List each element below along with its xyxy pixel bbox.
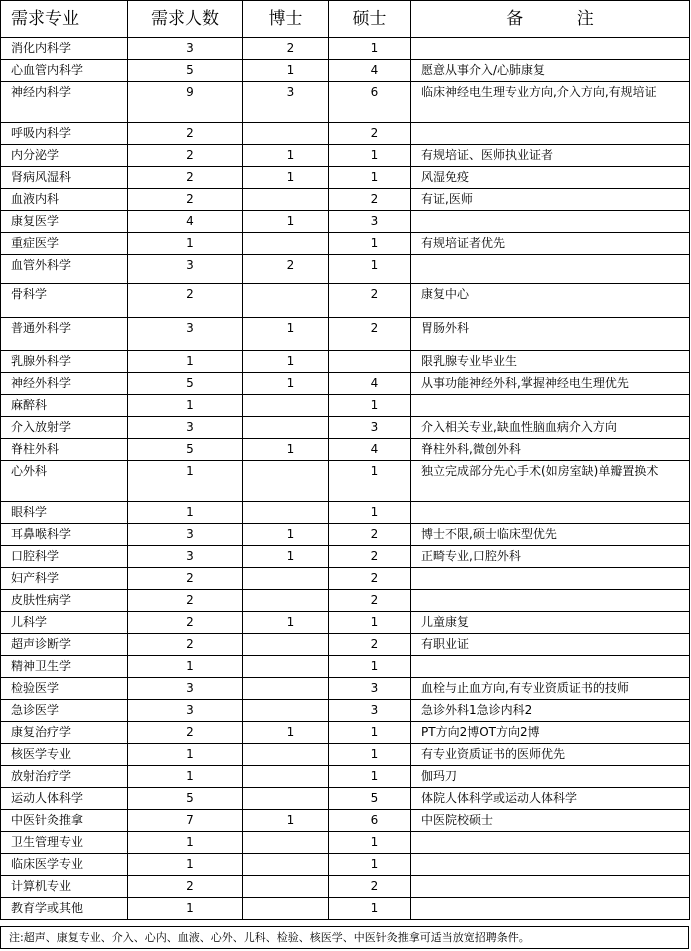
cell-master: 5 [329, 788, 411, 810]
cell-major: 心血管内科学 [1, 60, 128, 82]
cell-note: 博士不限,硕士临床型优先 [411, 524, 690, 546]
cell-note [411, 656, 690, 678]
cell-note [411, 502, 690, 524]
cell-note [411, 395, 690, 417]
cell-note [411, 590, 690, 612]
cell-note [411, 123, 690, 145]
cell-phd: 1 [243, 722, 329, 744]
table-row [1, 318, 690, 351]
cell-count: 1 [128, 395, 243, 417]
cell-master: 1 [329, 38, 411, 60]
cell-count: 3 [128, 678, 243, 700]
cell-count: 3 [128, 38, 243, 60]
cell-major: 计算机专业 [1, 876, 128, 898]
cell-master: 1 [329, 832, 411, 854]
cell-phd [243, 854, 329, 876]
table-row [1, 82, 690, 123]
cell-major: 介入放射学 [1, 417, 128, 439]
cell-major: 呼吸内科学 [1, 123, 128, 145]
header-count: 需求人数 [128, 1, 243, 38]
cell-master: 3 [329, 211, 411, 233]
cell-count: 4 [128, 211, 243, 233]
cell-master: 2 [329, 876, 411, 898]
cell-note: 正畸专业,口腔外科 [411, 546, 690, 568]
table-row [1, 123, 690, 145]
cell-major: 教育学或其他 [1, 898, 128, 920]
cell-major: 运动人体科学 [1, 788, 128, 810]
cell-major: 皮肤性病学 [1, 590, 128, 612]
cell-major: 超声诊断学 [1, 634, 128, 656]
table-row [1, 612, 690, 634]
cell-phd [243, 123, 329, 145]
cell-count: 1 [128, 656, 243, 678]
table-row [1, 832, 690, 854]
cell-master: 1 [329, 167, 411, 189]
cell-phd: 1 [243, 145, 329, 167]
header-major: 需求专业 [1, 1, 128, 38]
cell-note: 有专业资质证书的医师优先 [411, 744, 690, 766]
cell-note: 风湿免疫 [411, 167, 690, 189]
header-phd: 博士 [243, 1, 329, 38]
cell-count: 5 [128, 439, 243, 461]
cell-note: 儿童康复 [411, 612, 690, 634]
cell-master: 1 [329, 612, 411, 634]
cell-master: 1 [329, 233, 411, 255]
cell-count: 5 [128, 60, 243, 82]
cell-note: 介入相关专业,缺血性脑血病介入方向 [411, 417, 690, 439]
table-body [1, 38, 690, 920]
cell-note [411, 568, 690, 590]
cell-note: 独立完成部分先心手术(如房室缺)单瓣置换术 [411, 461, 690, 502]
cell-master: 4 [329, 373, 411, 395]
cell-master: 4 [329, 60, 411, 82]
cell-major: 眼科学 [1, 502, 128, 524]
cell-count: 2 [128, 145, 243, 167]
table-row [1, 524, 690, 546]
table-row [1, 284, 690, 318]
cell-phd [243, 700, 329, 722]
cell-master: 1 [329, 722, 411, 744]
cell-phd: 1 [243, 318, 329, 351]
cell-major: 神经外科学 [1, 373, 128, 395]
table-row [1, 854, 690, 876]
cell-phd: 1 [243, 612, 329, 634]
cell-major: 妇产科学 [1, 568, 128, 590]
cell-phd [243, 233, 329, 255]
cell-phd [243, 656, 329, 678]
table-row [1, 810, 690, 832]
cell-major: 重症医学 [1, 233, 128, 255]
cell-major: 康复治疗学 [1, 722, 128, 744]
cell-phd: 1 [243, 60, 329, 82]
table-row [1, 395, 690, 417]
table-row [1, 167, 690, 189]
cell-count: 2 [128, 167, 243, 189]
cell-note [411, 898, 690, 920]
cell-count: 2 [128, 568, 243, 590]
table-row [1, 876, 690, 898]
cell-count: 2 [128, 634, 243, 656]
table-row [1, 656, 690, 678]
cell-note: 血栓与止血方向,有专业资质证书的技师 [411, 678, 690, 700]
table-row [1, 439, 690, 461]
cell-count: 1 [128, 744, 243, 766]
table-row [1, 417, 690, 439]
cell-count: 9 [128, 82, 243, 123]
table-row [1, 373, 690, 395]
table-row [1, 700, 690, 722]
cell-master: 2 [329, 189, 411, 211]
cell-count: 2 [128, 722, 243, 744]
cell-major: 儿科学 [1, 612, 128, 634]
cell-count: 3 [128, 255, 243, 284]
cell-note: 有规培证者优先 [411, 233, 690, 255]
cell-master: 2 [329, 546, 411, 568]
cell-master: 1 [329, 502, 411, 524]
cell-note: 愿意从事介入/心肺康复 [411, 60, 690, 82]
cell-master: 3 [329, 417, 411, 439]
cell-major: 消化内科学 [1, 38, 128, 60]
table-row [1, 502, 690, 524]
cell-master: 1 [329, 854, 411, 876]
cell-master: 6 [329, 82, 411, 123]
cell-master: 2 [329, 123, 411, 145]
cell-master: 2 [329, 634, 411, 656]
cell-master: 4 [329, 439, 411, 461]
cell-master: 2 [329, 524, 411, 546]
cell-phd [243, 395, 329, 417]
cell-phd: 1 [243, 373, 329, 395]
cell-phd [243, 898, 329, 920]
cell-note: 有规培证、医师执业证者 [411, 145, 690, 167]
cell-master: 2 [329, 318, 411, 351]
table-row [1, 546, 690, 568]
table-row [1, 38, 690, 60]
table-row [1, 898, 690, 920]
cell-phd [243, 832, 329, 854]
table-row [1, 145, 690, 167]
cell-note: PT方向2博OT方向2博 [411, 722, 690, 744]
cell-count: 5 [128, 788, 243, 810]
cell-master: 2 [329, 590, 411, 612]
table-row [1, 60, 690, 82]
cell-note: 脊柱外科,微创外科 [411, 439, 690, 461]
table-row [1, 255, 690, 284]
cell-count: 2 [128, 284, 243, 318]
cell-major: 检验医学 [1, 678, 128, 700]
cell-phd: 2 [243, 38, 329, 60]
cell-major: 中医针灸推拿 [1, 810, 128, 832]
cell-master: 2 [329, 568, 411, 590]
cell-phd: 2 [243, 255, 329, 284]
cell-count: 1 [128, 832, 243, 854]
cell-master: 3 [329, 700, 411, 722]
cell-phd: 1 [243, 351, 329, 373]
cell-count: 2 [128, 189, 243, 211]
cell-count: 3 [128, 318, 243, 351]
cell-major: 核医学专业 [1, 744, 128, 766]
cell-note: 限乳腺专业毕业生 [411, 351, 690, 373]
cell-master [329, 351, 411, 373]
cell-master: 1 [329, 766, 411, 788]
cell-major: 耳鼻喉科学 [1, 524, 128, 546]
cell-phd [243, 678, 329, 700]
table-row [1, 634, 690, 656]
cell-major: 血管外科学 [1, 255, 128, 284]
cell-phd [243, 788, 329, 810]
cell-count: 1 [128, 351, 243, 373]
table-row [1, 590, 690, 612]
cell-phd [243, 744, 329, 766]
table-row [1, 788, 690, 810]
cell-major: 康复医学 [1, 211, 128, 233]
cell-note [411, 854, 690, 876]
cell-phd: 1 [243, 211, 329, 233]
cell-phd [243, 876, 329, 898]
table-row [1, 722, 690, 744]
table-row [1, 233, 690, 255]
table-row [1, 678, 690, 700]
table-header-row [1, 1, 690, 38]
cell-major: 脊柱外科 [1, 439, 128, 461]
cell-major: 骨科学 [1, 284, 128, 318]
cell-major: 内分泌学 [1, 145, 128, 167]
cell-count: 3 [128, 524, 243, 546]
cell-count: 3 [128, 700, 243, 722]
cell-master: 2 [329, 284, 411, 318]
header-note: 备 注 [411, 1, 690, 38]
cell-phd [243, 568, 329, 590]
cell-note: 有职业证 [411, 634, 690, 656]
cell-count: 2 [128, 876, 243, 898]
cell-note: 从事功能神经外科,掌握神经电生理优先 [411, 373, 690, 395]
cell-count: 1 [128, 461, 243, 502]
table-row [1, 211, 690, 233]
table-row [1, 351, 690, 373]
cell-major: 乳腺外科学 [1, 351, 128, 373]
cell-phd [243, 189, 329, 211]
cell-count: 1 [128, 898, 243, 920]
cell-major: 精神卫生学 [1, 656, 128, 678]
cell-major: 临床医学专业 [1, 854, 128, 876]
cell-master: 1 [329, 656, 411, 678]
cell-major: 神经内科学 [1, 82, 128, 123]
cell-note [411, 876, 690, 898]
cell-phd [243, 417, 329, 439]
cell-major: 普通外科学 [1, 318, 128, 351]
cell-count: 2 [128, 612, 243, 634]
cell-master: 1 [329, 255, 411, 284]
cell-note [411, 832, 690, 854]
cell-note: 急诊外科1急诊内科2 [411, 700, 690, 722]
cell-phd: 1 [243, 810, 329, 832]
cell-count: 1 [128, 854, 243, 876]
cell-phd [243, 461, 329, 502]
cell-note: 体院人体科学或运动人体科学 [411, 788, 690, 810]
cell-count: 3 [128, 546, 243, 568]
cell-phd [243, 590, 329, 612]
cell-master: 1 [329, 461, 411, 502]
table-row [1, 568, 690, 590]
cell-phd: 3 [243, 82, 329, 123]
cell-note [411, 211, 690, 233]
cell-count: 7 [128, 810, 243, 832]
cell-phd [243, 766, 329, 788]
cell-count: 1 [128, 233, 243, 255]
cell-major: 卫生管理专业 [1, 832, 128, 854]
cell-major: 肾病风湿科 [1, 167, 128, 189]
cell-master: 1 [329, 898, 411, 920]
cell-major: 麻醉科 [1, 395, 128, 417]
cell-phd: 1 [243, 546, 329, 568]
cell-major: 心外科 [1, 461, 128, 502]
cell-phd [243, 502, 329, 524]
cell-phd [243, 634, 329, 656]
cell-master: 6 [329, 810, 411, 832]
cell-count: 2 [128, 123, 243, 145]
cell-phd [243, 284, 329, 318]
table-row [1, 189, 690, 211]
cell-note [411, 38, 690, 60]
table-row [1, 461, 690, 502]
cell-phd: 1 [243, 439, 329, 461]
cell-master: 1 [329, 744, 411, 766]
cell-note: 有证,医师 [411, 189, 690, 211]
cell-major: 口腔科学 [1, 546, 128, 568]
cell-count: 5 [128, 373, 243, 395]
cell-master: 1 [329, 395, 411, 417]
cell-count: 1 [128, 502, 243, 524]
cell-note: 临床神经电生理专业方向,介入方向,有规培证 [411, 82, 690, 123]
cell-master: 1 [329, 145, 411, 167]
table-row [1, 744, 690, 766]
header-master: 硕士 [329, 1, 411, 38]
cell-phd: 1 [243, 524, 329, 546]
cell-note [411, 255, 690, 284]
cell-count: 2 [128, 590, 243, 612]
cell-note: 康复中心 [411, 284, 690, 318]
cell-major: 血液内科 [1, 189, 128, 211]
cell-major: 急诊医学 [1, 700, 128, 722]
cell-note: 胃肠外科 [411, 318, 690, 351]
cell-note: 伽玛刀 [411, 766, 690, 788]
table-row [1, 766, 690, 788]
cell-count: 3 [128, 417, 243, 439]
cell-count: 1 [128, 766, 243, 788]
cell-note: 中医院校硕士 [411, 810, 690, 832]
footnote: 注:超声、康复专业、介入、心内、血液、心外、儿科、检验、核医学、中医针灸推拿可适当放宽招聘条件。 [0, 926, 689, 949]
cell-phd: 1 [243, 167, 329, 189]
cell-master: 3 [329, 678, 411, 700]
cell-major: 放射治疗学 [1, 766, 128, 788]
